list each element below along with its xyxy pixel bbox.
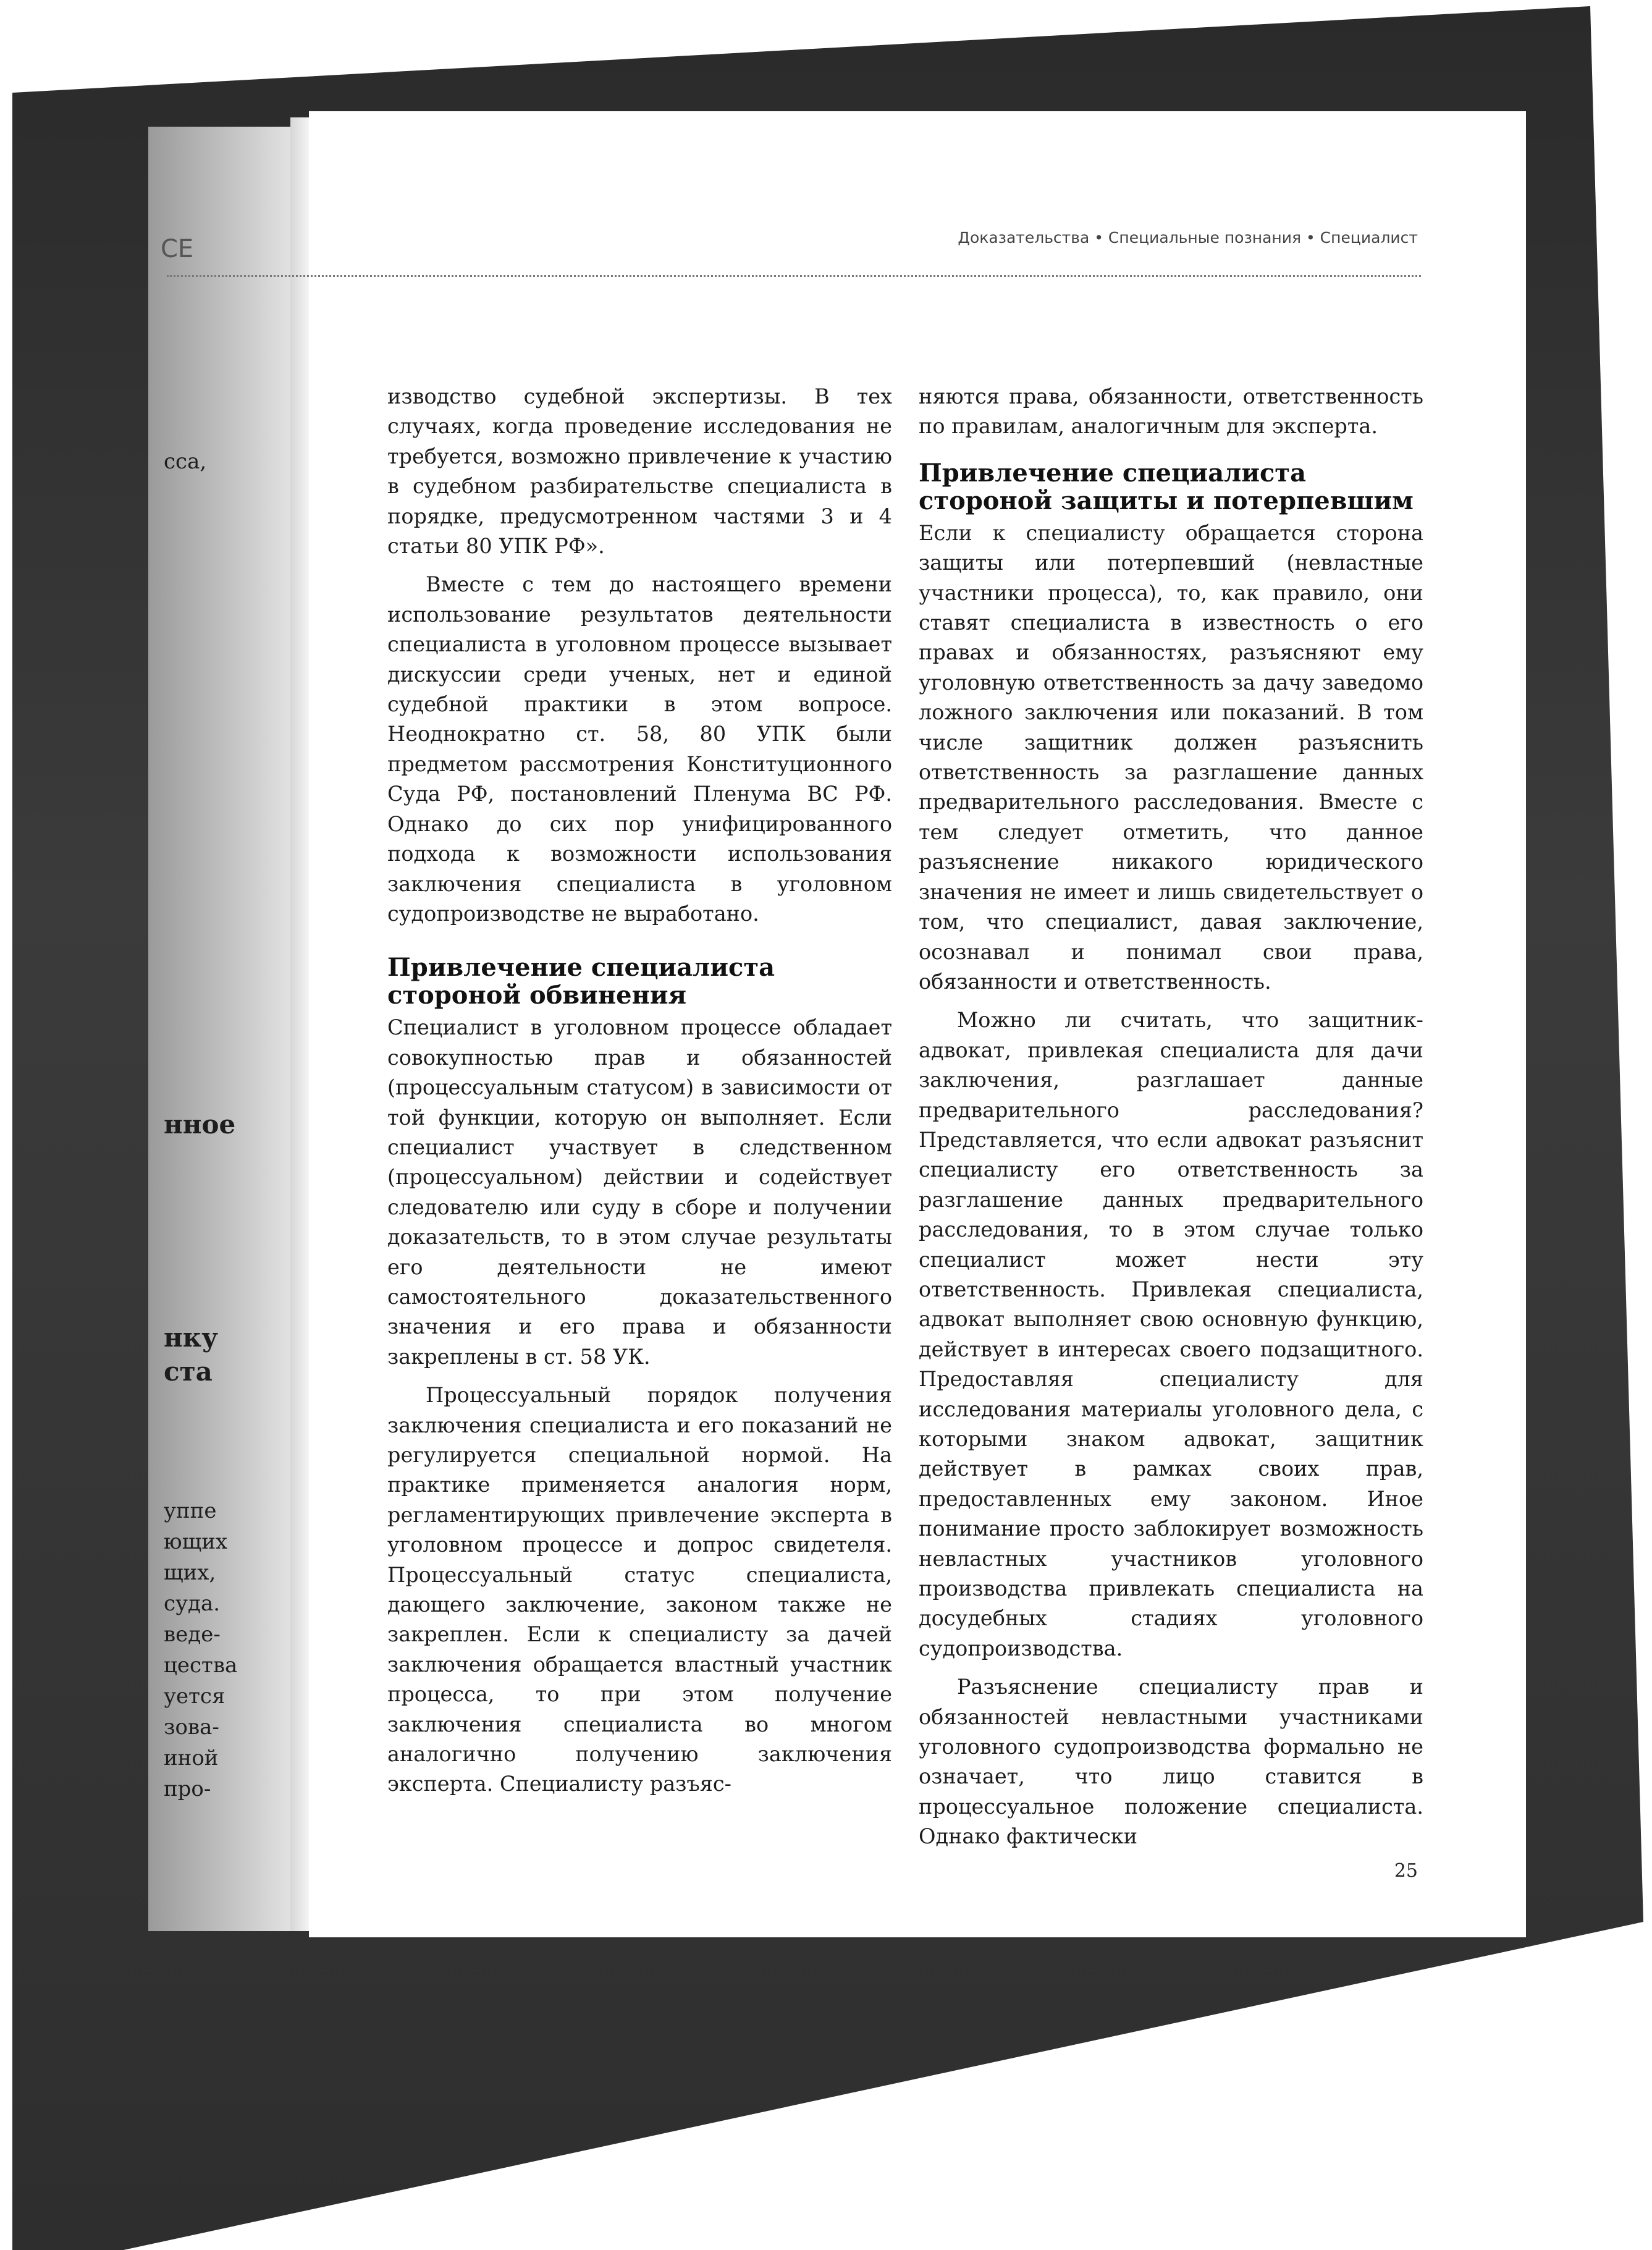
left-page-fragment: нку — [164, 1322, 218, 1353]
left-page-fragment: уппе — [164, 1499, 217, 1523]
paragraph: Специалист в уголовном процессе обладает совокупностью прав и обязанностей (процессуальным статусом) в зависимости от той функции, которую он выполняет. Если специалист участвует в следственном (процессуальном) действии и содействует следователю или суду в сборе и получении доказательств, то в этом случае результаты его деятельности не имеют самостоятельного доказательственного значения и его права и обязанности закреплены в ст. 58 УК. — [387, 1015, 892, 1369]
left-page-edge — [148, 127, 303, 1931]
left-page-fragment: про- — [164, 1777, 211, 1801]
left-page-fragment: сса, — [164, 449, 207, 474]
book-page — [309, 111, 1526, 1937]
left-page-fragment: цества — [164, 1653, 238, 1678]
section-heading: Привлечение специалиста стороной обвинения — [387, 953, 775, 1010]
paragraph: Разъяснение специалисту прав и обязанностей невластными участниками уголовного судопроизводства формально не означает, что лицо ставится в процессуальное положение специалиста. Однако фактически — [919, 1675, 1423, 1849]
paragraph: Вместе с тем до настоящего времени использование результатов деятельности специалиста в уголовном процессе вызывает дискуссии среди ученых, нет и единой судебной практики в этом вопросе. Неоднократно ст. 58, 80 УПК были предметом рассмотрения Конституционного Суда РФ, постановлений Пленума ВС РФ. Однако до сих пор унифицированного подхода к возможности использования заключения специалиста в уголовном судопроизводстве не выработано. — [387, 572, 892, 926]
left-page-fragment: ющих — [164, 1529, 228, 1554]
running-head: Доказательства • Специальные познания • Специалист — [958, 229, 1418, 247]
paragraph: изводство судебной экспертизы. В тех случаях, когда проведение исследования не требуется, возможно привлечение к участию в судебном разбирательстве специалиста в порядке, предусмотренном частями 3 и 4 статьи 80 УПК РФ». — [387, 384, 892, 559]
paragraph: няются права, обязанности, ответственность по правилам, аналогичным для эксперта. — [919, 384, 1423, 439]
left-column — [387, 382, 892, 1800]
left-page-fragment: ста — [164, 1356, 213, 1387]
left-page-fragment: CE — [161, 235, 194, 263]
left-page-fragment: уется — [164, 1684, 225, 1709]
section-heading: Привлечение специалиста стороной защиты и потерпевшим — [919, 458, 1414, 515]
left-page-fragment: суда. — [164, 1591, 221, 1616]
paragraph: Процессуальный порядок получения заключения специалиста и его показаний не регулируется специальной нормой. На практике применяется аналогия норм, регламентирующих привлечение эксперта в уголовном процессе и допрос свидетеля. Процессуальный статус специалиста, дающего заключение, законом также не закреплен. Если к специалисту за дачей заключения обращается властный участник процесса, то при этом получение заключения специалиста во многом аналогично получению заключения эксперта. Специалисту разъяс- — [387, 1383, 892, 1796]
left-page-fragment: щих, — [164, 1560, 216, 1585]
right-column — [919, 382, 1423, 1852]
left-page-fragment: веде- — [164, 1622, 221, 1647]
paragraph: Если к специалисту обращается сторона защиты или потерпевший (невластные участники процесса), то, как правило, они ставят специалиста в известность о его правах и обязанностях, разъясняют ему уголовную ответственность за дачу заведомо ложного заключения или показаний. В том числе защитник должен разъяснить ответственность за разглашение данных предварительного расследования. Вместе с тем следует отметить, что данное разъяснение никакого юридического значения не имеет и лишь свидетельствует о том, что специалист, давая заключение, осознавал и понимал свои права, обязанности и ответственность. — [919, 520, 1423, 994]
left-page-fragment: нное — [164, 1109, 236, 1140]
left-page-fragment: иной — [164, 1746, 219, 1770]
paragraph: Можно ли считать, что защитник-адвокат, привлекая специалиста для дачи заключения, разглашает данные предварительного расследования? Представляется, что если адвокат разъяснит специалисту его ответственность за разглашение данных предварительного расследования, то в этом случае только специалист может нести эту ответственность. Привлекая специалиста, адвокат выполняет свою основную функцию, действует в интересах своего подзащитного. Предоставляя специалисту для исследования материалы уголовного дела, с которыми знаком адвокат, защитник действует в рамках своих прав, предоставленных ему законом. Иное понимание просто заблокирует возможность невластных участников уголовного производства привлекать специалиста на досудебных стадиях уголовного судопроизводства. — [919, 1008, 1423, 1660]
header-divider — [167, 275, 1421, 277]
left-page-fragment: зова- — [164, 1715, 219, 1740]
page-number: 25 — [1394, 1860, 1418, 1882]
